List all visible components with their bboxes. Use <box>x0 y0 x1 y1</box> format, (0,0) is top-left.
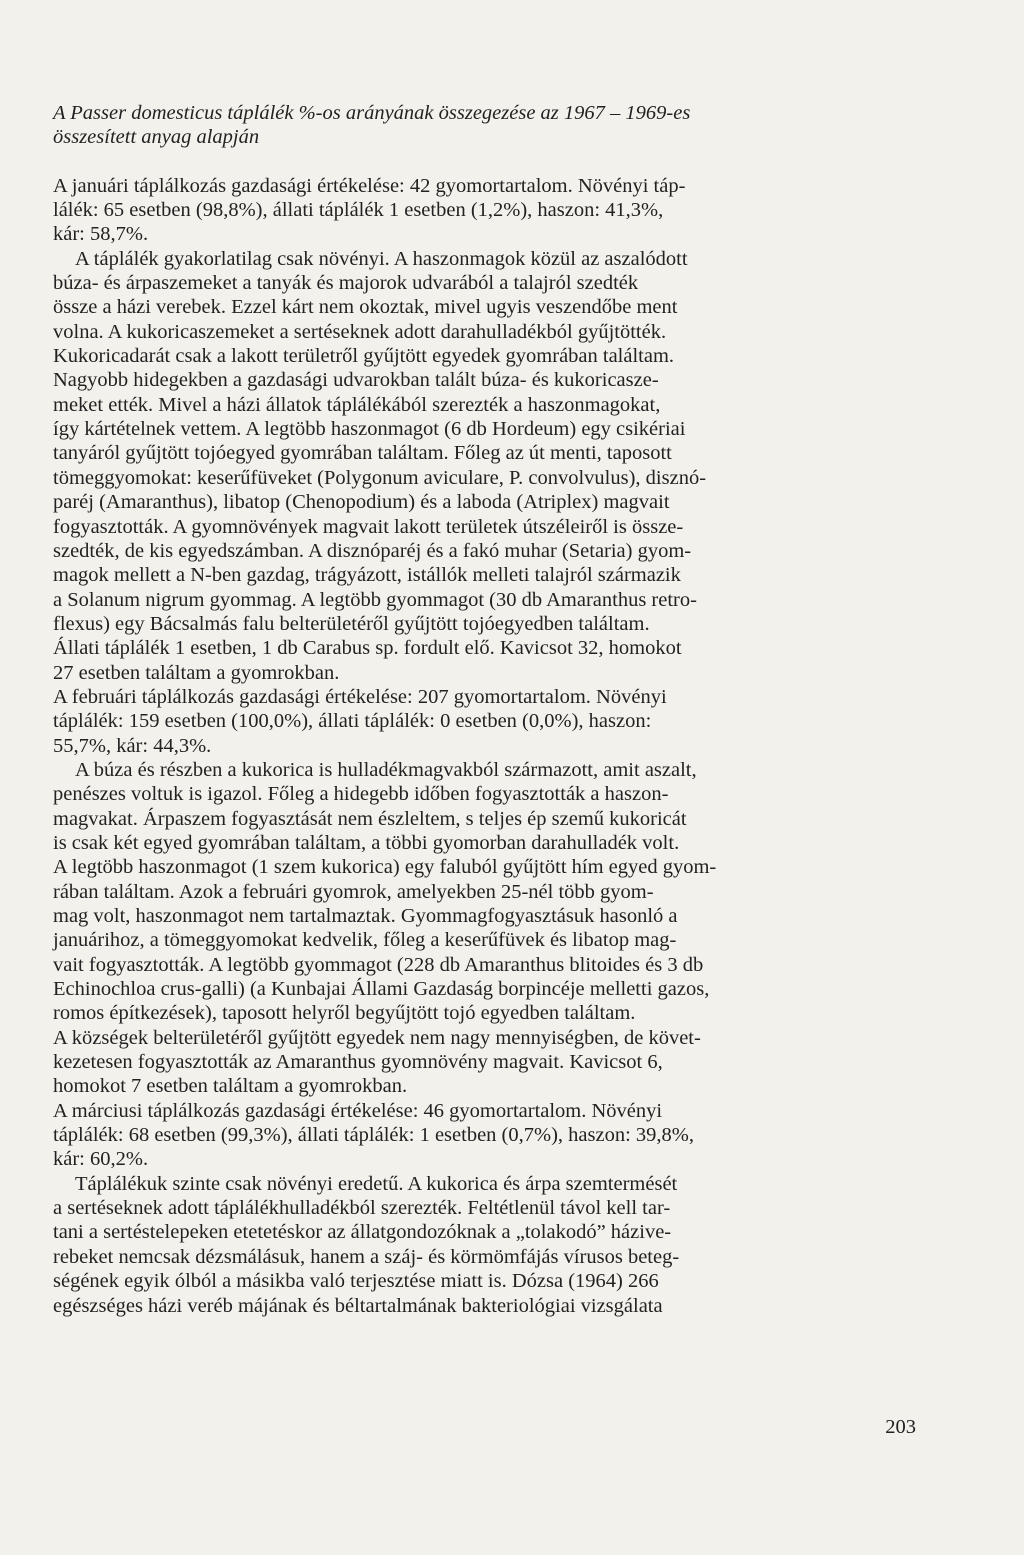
text-line: A táplálék gyakorlatilag csak növényi. A haszonmagok közül az aszalódott <box>75 247 688 270</box>
text-line: Táplálékuk szinte csak növényi eredetű. A kukorica és árpa szemtermését <box>75 1172 678 1195</box>
spacer <box>53 150 919 174</box>
text-line: is csak két egyed gyomrában találtam, a többi gyomorban darahulladék volt. <box>53 831 680 854</box>
text-line: magok mellett a N-ben gazdag, trágyázott, istállók melleti talajról származik <box>53 564 681 587</box>
text-line: A búza és részben a kukorica is hulladékmagvakból származott, amit aszalt, <box>75 758 697 781</box>
text-line: januárihoz, a tömeggyomokat kedvelik, főleg a keserűfüvek és libatop mag- <box>53 929 677 952</box>
text-line: Echinochloa crus-galli) (a Kunbajai Állami Gazdaság borpincéje melletti gazos, <box>53 978 710 1001</box>
text-line: magvakat. Árpaszem fogyasztását nem észleltem, s teljes ép szemű kukoricát <box>53 807 687 830</box>
text-line: Állati táplálék 1 esetben, 1 db Carabus sp. fordult elő. Kavicsot 32, homokot <box>53 637 682 660</box>
heading-line: A Passer domesticus táplálék %-os arányának összegezése az 1967 – 1969-es <box>53 102 691 124</box>
paragraph-january <box>53 174 919 685</box>
text-line: táplálék: 68 esetben (99,3%), állati táplálék: 1 esetben (0,7%), haszon: 39,8%, <box>53 1124 694 1147</box>
text-line: kezetesen fogyasztották az Amaranthus gyomnövény magvait. Kavicsot 6, <box>53 1051 663 1074</box>
text-line: szedték, de kis egyedszámban. A disznóparéj és a fakó muhar (Setaria) gyom- <box>53 539 692 562</box>
text-line: rebeket nemcsak dézsmálásuk, hanem a száj- és körmömfájás vírusos beteg- <box>53 1245 680 1268</box>
section-heading <box>53 101 919 150</box>
paragraph-february <box>53 685 919 1099</box>
text-line: a Solanum nigrum gyommag. A legtöbb gyommagot (30 db Amaranthus retro- <box>53 588 697 611</box>
text-line: táplálék: 159 esetben (100,0%), állati táplálék: 0 esetben (0,0%), haszon: <box>53 710 652 733</box>
text-line: vait fogyasztották. A legtöbb gyommagot (228 db Amaranthus blitoides és 3 db <box>53 953 704 976</box>
page-number: 203 <box>885 1416 916 1438</box>
text-line: a sertéseknek adott táplálékhulladékból szerezték. Feltétlenül távol kell tar- <box>53 1197 671 1220</box>
text-line: lálék: 65 esetben (98,8%), állati táplálék 1 esetben (1,2%), haszon: 41,3%, <box>53 199 664 222</box>
text-line: egészséges házi veréb májának és béltartalmának bakteriológiai vizsgálata <box>53 1294 663 1317</box>
text-line: így kártételnek vettem. A legtöbb haszonmagot (6 db Hordeum) egy csikériai <box>53 418 686 441</box>
text-line: A legtöbb haszonmagot (1 szem kukorica) egy faluból gyűjtött hím egyed gyom- <box>53 856 717 879</box>
text-line: össze a házi verebek. Ezzel kárt nem okoztak, mivel ugyis veszendőbe ment <box>53 296 678 319</box>
text-line: meket ették. Mivel a házi állatok táplálékából szerezték a haszonmagokat, <box>53 393 661 416</box>
text-line: tanyáról gyűjtött tojóegyed gyomrában találtam. Főleg az út menti, taposott <box>53 442 672 465</box>
text-line: búza- és árpaszemeket a tanyák és majorok udvarából a talajról szedték <box>53 272 639 295</box>
text-line: tani a sertéstelepeken etetetéskor az állatgondozóknak a „tolakodó” házive- <box>53 1221 672 1244</box>
text-line: kár: 60,2%. <box>53 1148 149 1171</box>
text-line: 27 esetben találtam a gyomrokban. <box>53 661 340 684</box>
text-line: A januári táplálkozás gazdasági értékelése: 42 gyomortartalom. Növényi táp- <box>53 174 686 197</box>
text-line: A februári táplálkozás gazdasági értékelése: 207 gyomortartalom. Növényi <box>53 685 667 708</box>
text-line: ségének egyik ólból a másikba való terjesztése miatt is. Dózsa (1964) 266 <box>53 1270 659 1293</box>
text-line: A községek belterületéről gyűjtött egyedek nem nagy mennyiségben, de követ- <box>53 1026 701 1049</box>
text-line: volna. A kukoricaszemeket a sertéseknek adott darahulladékból gyűjtötték. <box>53 320 667 343</box>
text-line: penészes voltuk is igazol. Főleg a hidegebb időben fogyasztották a haszon- <box>53 783 669 806</box>
text-line: paréj (Amaranthus), libatop (Chenopodium) és a laboda (Atriplex) magvait <box>53 491 670 514</box>
text-line: homokot 7 esetben találtam a gyomrokban. <box>53 1075 408 1098</box>
text-line: mag volt, haszonmagot nem tartalmaztak. Gyommagfogyasztásuk hasonló a <box>53 905 678 927</box>
heading-line: összesített anyag alapján <box>53 126 260 149</box>
text-line: 55,7%, kár: 44,3%. <box>53 734 212 757</box>
paragraph-march <box>53 1099 919 1318</box>
text-line: A márciusi táplálkozás gazdasági értékelése: 46 gyomortartalom. Növényi <box>53 1099 663 1122</box>
text-line: Kukoricadarát csak a lakott területről gyűjtött egyedek gyomrában találtam. <box>53 345 675 368</box>
text-line: fogyasztották. A gyomnövények magvait lakott területek útszéleiről is össze- <box>53 515 684 538</box>
text-line: romos építkezések), taposott helyről begyűjtött tojó egyedben találtam. <box>53 1002 636 1025</box>
text-line: tömeggyomokat: keserűfüveket (Polygonum aviculare, P. convolvulus), disznó- <box>53 466 707 489</box>
text-line: flexus) egy Bácsalmás falu belterületéről gyűjtött tojóegyedben találtam. <box>53 612 650 635</box>
text-line: kár: 58,7%. <box>53 223 149 246</box>
text-block <box>53 101 919 1318</box>
text-line: rában találtam. Azok a februári gyomrok, amelyekben 25-nél több gyom- <box>53 880 654 903</box>
text-line: Nagyobb hidegekben a gazdasági udvarokban talált búza- és kukoricasze- <box>53 369 659 392</box>
